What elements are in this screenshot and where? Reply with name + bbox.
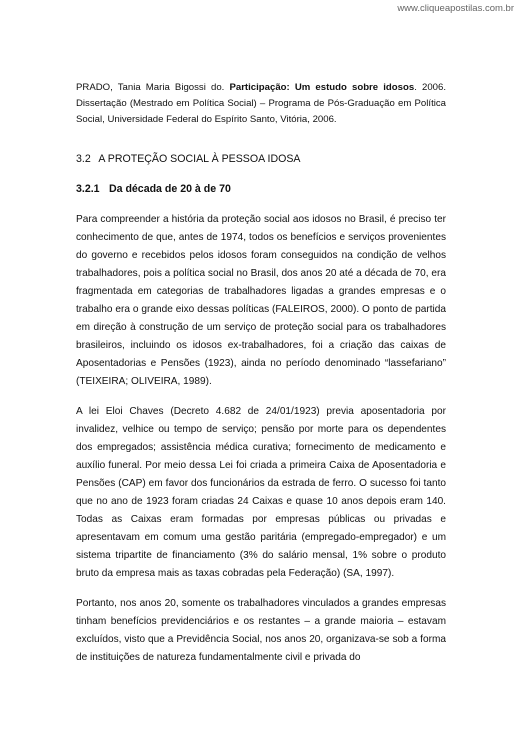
subsection-number: 3.2.1 bbox=[76, 183, 100, 195]
body-paragraph: Para compreender a história da proteção social aos idosos no Brasil, é preciso ter conhecimento de que, antes de 1974, todos os benefícios e serviços provenientes do governo e recebidos pelos idosos foram conseguidos na condição de velhos trabalhadores, pois a política social no Brasil, dos anos 20 até a década de 70, era fragmentada em categorias de trabalhadores ligadas a grandes empresas e o trabalho era o grande eixo dessas políticas (FALEIROS, 2000). O ponto de partida em direção à construção de um serviço de proteção social para os trabalhadores brasileiros, incluindo os idosos ex-trabalhadores, foi a criação das caixas de Aposentadorias e Pensões (1923), ainda no período denominado “lassefariano” (TEIXEIRA; OLIVEIRA, 1989). bbox=[76, 214, 446, 387]
subsection-heading bbox=[76, 181, 446, 197]
section-number: 3.2 bbox=[76, 153, 91, 165]
document-page bbox=[76, 80, 446, 667]
bibliographic-reference bbox=[76, 80, 446, 128]
subsection-title: Da década de 20 à de 70 bbox=[108, 183, 231, 195]
section-title: A PROTEÇÃO SOCIAL À PESSOA IDOSA bbox=[98, 153, 301, 165]
body-paragraph: Portanto, nos anos 20, somente os trabalhadores vinculados a grandes empresas tinham benefícios previdenciários e os restantes – a grande maioria – estavam excluídos, visto que a Previdência Social, nos anos 20, organizava-se sob a forma de instituições de natureza fundamentalmente civil e privada do bbox=[76, 598, 446, 663]
section-heading bbox=[76, 151, 446, 167]
reference-details: . 2006. Dissertação (Mestrado em Política Social) – Programa de Pós-Graduação em Política Social, Universidade Federal do Espírito Santo, Vitória, 2006. bbox=[76, 82, 446, 125]
body-paragraph: A lei Eloi Chaves (Decreto 4.682 de 24/01/1923) previa aposentadoria por invalidez, velhice ou tempo de serviço; pensão por morte para os dependentes dos empregados; assistência médica curativa; fornecimento de medicamento e auxílio funeral. Por meio dessa Lei foi criada a primeira Caixa de Aposentadoria e Pensões (CAP) em favor dos funcionários da estrada de ferro. O sucesso foi tanto que no ano de 1923 foram criadas 24 Caixas e quase 10 anos depois eram 140. Todas as Caixas eram formadas por empresas públicas ou privadas e apresentavam em comum uma gestão paritária (empregado-empregador) e um sistema tripartite de financiamento (3% do salário mensal, 1% sobre o produto bruto da empresa mais as taxas cobradas pela Federação) (SA, 1997). bbox=[76, 406, 446, 579]
reference-author: PRADO, Tania Maria Bigossi do. bbox=[76, 82, 230, 93]
site-watermark: www.cliqueapostilas.com.br bbox=[397, 3, 514, 14]
reference-title: Participação: Um estudo sobre idosos bbox=[229, 82, 415, 93]
